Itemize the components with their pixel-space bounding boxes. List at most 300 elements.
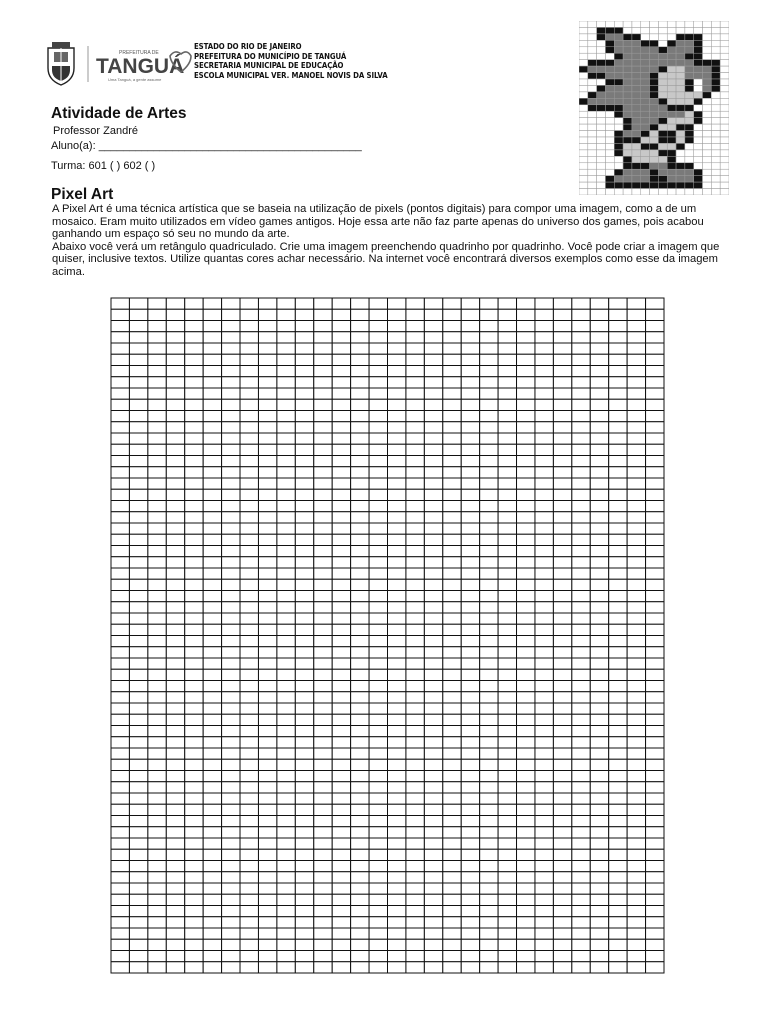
grid-cell[interactable] — [517, 658, 535, 669]
grid-cell[interactable] — [166, 523, 184, 534]
grid-cell[interactable] — [406, 658, 424, 669]
grid-cell[interactable] — [166, 298, 184, 309]
grid-cell[interactable] — [590, 512, 608, 523]
grid-cell[interactable] — [277, 433, 295, 444]
grid-cell[interactable] — [572, 748, 590, 759]
grid-cell[interactable] — [129, 433, 147, 444]
grid-cell[interactable] — [185, 872, 203, 883]
grid-cell[interactable] — [646, 613, 664, 624]
grid-cell[interactable] — [388, 534, 406, 545]
grid-cell[interactable] — [627, 343, 645, 354]
grid-cell[interactable] — [609, 928, 627, 939]
grid-cell[interactable] — [646, 658, 664, 669]
grid-cell[interactable] — [461, 681, 479, 692]
grid-cell[interactable] — [572, 377, 590, 388]
grid-cell[interactable] — [369, 827, 387, 838]
grid-cell[interactable] — [332, 771, 350, 782]
grid-cell[interactable] — [443, 748, 461, 759]
grid-cell[interactable] — [295, 658, 313, 669]
grid-cell[interactable] — [572, 962, 590, 973]
grid-cell[interactable] — [461, 489, 479, 500]
grid-cell[interactable] — [222, 343, 240, 354]
grid-cell[interactable] — [295, 759, 313, 770]
grid-cell[interactable] — [222, 759, 240, 770]
grid-cell[interactable] — [498, 388, 516, 399]
grid-cell[interactable] — [258, 613, 276, 624]
grid-cell[interactable] — [517, 321, 535, 332]
grid-cell[interactable] — [627, 928, 645, 939]
grid-cell[interactable] — [111, 321, 129, 332]
grid-cell[interactable] — [609, 433, 627, 444]
grid-cell[interactable] — [314, 321, 332, 332]
grid-cell[interactable] — [535, 467, 553, 478]
grid-cell[interactable] — [609, 703, 627, 714]
grid-cell[interactable] — [443, 669, 461, 680]
grid-cell[interactable] — [332, 478, 350, 489]
grid-cell[interactable] — [351, 332, 369, 343]
grid-cell[interactable] — [535, 861, 553, 872]
grid-cell[interactable] — [461, 951, 479, 962]
grid-cell[interactable] — [295, 624, 313, 635]
grid-cell[interactable] — [553, 962, 571, 973]
grid-cell[interactable] — [443, 782, 461, 793]
grid-cell[interactable] — [535, 951, 553, 962]
grid-cell[interactable] — [369, 512, 387, 523]
grid-cell[interactable] — [351, 298, 369, 309]
grid-cell[interactable] — [277, 489, 295, 500]
grid-cell[interactable] — [424, 962, 442, 973]
grid-cell[interactable] — [111, 827, 129, 838]
grid-cell[interactable] — [185, 523, 203, 534]
grid-cell[interactable] — [480, 782, 498, 793]
grid-cell[interactable] — [517, 388, 535, 399]
grid-cell[interactable] — [277, 827, 295, 838]
grid-cell[interactable] — [203, 703, 221, 714]
grid-cell[interactable] — [148, 298, 166, 309]
grid-cell[interactable] — [258, 692, 276, 703]
grid-cell[interactable] — [203, 782, 221, 793]
grid-cell[interactable] — [480, 456, 498, 467]
grid-cell[interactable] — [314, 456, 332, 467]
grid-cell[interactable] — [351, 726, 369, 737]
grid-cell[interactable] — [461, 849, 479, 860]
grid-cell[interactable] — [553, 366, 571, 377]
grid-cell[interactable] — [480, 444, 498, 455]
grid-cell[interactable] — [517, 636, 535, 647]
grid-cell[interactable] — [240, 624, 258, 635]
grid-cell[interactable] — [222, 726, 240, 737]
grid-cell[interactable] — [258, 489, 276, 500]
grid-cell[interactable] — [166, 782, 184, 793]
grid-cell[interactable] — [388, 658, 406, 669]
grid-cell[interactable] — [351, 692, 369, 703]
grid-cell[interactable] — [590, 737, 608, 748]
grid-cell[interactable] — [480, 332, 498, 343]
grid-cell[interactable] — [111, 883, 129, 894]
grid-cell[interactable] — [295, 703, 313, 714]
grid-cell[interactable] — [185, 557, 203, 568]
grid-cell[interactable] — [166, 658, 184, 669]
grid-cell[interactable] — [609, 906, 627, 917]
grid-cell[interactable] — [369, 321, 387, 332]
grid-cell[interactable] — [369, 309, 387, 320]
grid-cell[interactable] — [185, 579, 203, 590]
grid-cell[interactable] — [314, 501, 332, 512]
grid-cell[interactable] — [111, 726, 129, 737]
grid-cell[interactable] — [627, 579, 645, 590]
grid-cell[interactable] — [498, 501, 516, 512]
grid-cell[interactable] — [388, 321, 406, 332]
grid-cell[interactable] — [388, 669, 406, 680]
grid-cell[interactable] — [240, 861, 258, 872]
grid-cell[interactable] — [424, 624, 442, 635]
grid-cell[interactable] — [332, 849, 350, 860]
grid-cell[interactable] — [332, 489, 350, 500]
grid-cell[interactable] — [627, 816, 645, 827]
grid-cell[interactable] — [406, 849, 424, 860]
grid-cell[interactable] — [388, 354, 406, 365]
grid-cell[interactable] — [185, 467, 203, 478]
grid-cell[interactable] — [590, 849, 608, 860]
grid-cell[interactable] — [332, 782, 350, 793]
grid-cell[interactable] — [480, 613, 498, 624]
grid-cell[interactable] — [111, 928, 129, 939]
grid-cell[interactable] — [295, 861, 313, 872]
grid-cell[interactable] — [129, 714, 147, 725]
grid-cell[interactable] — [148, 647, 166, 658]
grid-cell[interactable] — [590, 546, 608, 557]
grid-cell[interactable] — [480, 906, 498, 917]
grid-cell[interactable] — [443, 759, 461, 770]
grid-cell[interactable] — [148, 872, 166, 883]
grid-cell[interactable] — [258, 546, 276, 557]
grid-cell[interactable] — [461, 793, 479, 804]
grid-cell[interactable] — [314, 894, 332, 905]
grid-cell[interactable] — [222, 388, 240, 399]
grid-cell[interactable] — [222, 692, 240, 703]
grid-cell[interactable] — [295, 343, 313, 354]
grid-cell[interactable] — [351, 804, 369, 815]
grid-cell[interactable] — [277, 298, 295, 309]
grid-cell[interactable] — [258, 838, 276, 849]
grid-cell[interactable] — [627, 377, 645, 388]
grid-cell[interactable] — [222, 782, 240, 793]
grid-cell[interactable] — [351, 658, 369, 669]
grid-cell[interactable] — [295, 523, 313, 534]
grid-cell[interactable] — [148, 726, 166, 737]
grid-cell[interactable] — [148, 827, 166, 838]
grid-cell[interactable] — [314, 388, 332, 399]
grid-cell[interactable] — [314, 872, 332, 883]
grid-cell[interactable] — [369, 669, 387, 680]
grid-cell[interactable] — [627, 433, 645, 444]
grid-cell[interactable] — [406, 714, 424, 725]
grid-cell[interactable] — [480, 737, 498, 748]
grid-cell[interactable] — [166, 512, 184, 523]
grid-cell[interactable] — [424, 849, 442, 860]
grid-cell[interactable] — [185, 591, 203, 602]
grid-cell[interactable] — [129, 388, 147, 399]
grid-cell[interactable] — [480, 377, 498, 388]
grid-cell[interactable] — [369, 298, 387, 309]
grid-cell[interactable] — [277, 951, 295, 962]
grid-cell[interactable] — [240, 872, 258, 883]
grid-cell[interactable] — [590, 883, 608, 894]
grid-cell[interactable] — [646, 366, 664, 377]
grid-cell[interactable] — [111, 917, 129, 928]
grid-cell[interactable] — [351, 681, 369, 692]
grid-cell[interactable] — [627, 861, 645, 872]
grid-cell[interactable] — [553, 399, 571, 410]
grid-cell[interactable] — [388, 647, 406, 658]
grid-cell[interactable] — [203, 332, 221, 343]
grid-cell[interactable] — [295, 489, 313, 500]
grid-cell[interactable] — [388, 467, 406, 478]
grid-cell[interactable] — [277, 838, 295, 849]
grid-cell[interactable] — [498, 838, 516, 849]
grid-cell[interactable] — [240, 692, 258, 703]
grid-cell[interactable] — [627, 422, 645, 433]
grid-cell[interactable] — [553, 489, 571, 500]
grid-cell[interactable] — [111, 737, 129, 748]
grid-cell[interactable] — [590, 534, 608, 545]
grid-cell[interactable] — [277, 782, 295, 793]
grid-cell[interactable] — [258, 782, 276, 793]
grid-cell[interactable] — [314, 613, 332, 624]
grid-cell[interactable] — [369, 456, 387, 467]
grid-cell[interactable] — [443, 377, 461, 388]
grid-cell[interactable] — [277, 568, 295, 579]
grid-cell[interactable] — [351, 782, 369, 793]
grid-cell[interactable] — [627, 951, 645, 962]
grid-cell[interactable] — [627, 501, 645, 512]
grid-cell[interactable] — [627, 883, 645, 894]
grid-cell[interactable] — [148, 624, 166, 635]
grid-cell[interactable] — [553, 523, 571, 534]
grid-cell[interactable] — [148, 433, 166, 444]
grid-cell[interactable] — [609, 883, 627, 894]
grid-cell[interactable] — [222, 951, 240, 962]
grid-cell[interactable] — [388, 951, 406, 962]
grid-cell[interactable] — [498, 939, 516, 950]
grid-cell[interactable] — [517, 568, 535, 579]
grid-cell[interactable] — [517, 883, 535, 894]
grid-cell[interactable] — [590, 647, 608, 658]
grid-cell[interactable] — [240, 849, 258, 860]
grid-cell[interactable] — [166, 332, 184, 343]
grid-cell[interactable] — [553, 939, 571, 950]
grid-cell[interactable] — [351, 613, 369, 624]
grid-cell[interactable] — [277, 534, 295, 545]
grid-cell[interactable] — [590, 579, 608, 590]
grid-cell[interactable] — [646, 478, 664, 489]
grid-cell[interactable] — [369, 737, 387, 748]
grid-cell[interactable] — [609, 771, 627, 782]
grid-cell[interactable] — [609, 422, 627, 433]
grid-cell[interactable] — [351, 714, 369, 725]
grid-cell[interactable] — [185, 534, 203, 545]
grid-cell[interactable] — [277, 388, 295, 399]
grid-cell[interactable] — [461, 602, 479, 613]
grid-cell[interactable] — [406, 692, 424, 703]
grid-cell[interactable] — [185, 692, 203, 703]
grid-cell[interactable] — [590, 636, 608, 647]
grid-cell[interactable] — [572, 669, 590, 680]
grid-cell[interactable] — [111, 636, 129, 647]
grid-cell[interactable] — [203, 804, 221, 815]
grid-cell[interactable] — [240, 512, 258, 523]
grid-cell[interactable] — [222, 636, 240, 647]
grid-cell[interactable] — [388, 928, 406, 939]
grid-cell[interactable] — [222, 568, 240, 579]
grid-cell[interactable] — [480, 354, 498, 365]
grid-cell[interactable] — [480, 849, 498, 860]
grid-cell[interactable] — [406, 951, 424, 962]
grid-cell[interactable] — [572, 557, 590, 568]
grid-cell[interactable] — [388, 557, 406, 568]
grid-cell[interactable] — [314, 444, 332, 455]
grid-cell[interactable] — [314, 703, 332, 714]
grid-cell[interactable] — [517, 444, 535, 455]
grid-cell[interactable] — [240, 906, 258, 917]
grid-cell[interactable] — [277, 602, 295, 613]
grid-cell[interactable] — [590, 827, 608, 838]
grid-cell[interactable] — [609, 354, 627, 365]
grid-cell[interactable] — [222, 591, 240, 602]
grid-cell[interactable] — [590, 939, 608, 950]
grid-cell[interactable] — [461, 726, 479, 737]
grid-cell[interactable] — [406, 523, 424, 534]
grid-cell[interactable] — [129, 512, 147, 523]
grid-cell[interactable] — [461, 748, 479, 759]
grid-cell[interactable] — [129, 321, 147, 332]
grid-cell[interactable] — [517, 399, 535, 410]
grid-cell[interactable] — [590, 523, 608, 534]
grid-cell[interactable] — [443, 928, 461, 939]
grid-cell[interactable] — [222, 557, 240, 568]
grid-cell[interactable] — [129, 838, 147, 849]
grid-cell[interactable] — [388, 399, 406, 410]
grid-cell[interactable] — [166, 726, 184, 737]
grid-cell[interactable] — [295, 669, 313, 680]
grid-cell[interactable] — [185, 861, 203, 872]
grid-cell[interactable] — [240, 793, 258, 804]
grid-cell[interactable] — [185, 332, 203, 343]
grid-cell[interactable] — [553, 467, 571, 478]
grid-cell[interactable] — [295, 939, 313, 950]
grid-cell[interactable] — [295, 827, 313, 838]
grid-cell[interactable] — [627, 669, 645, 680]
grid-cell[interactable] — [240, 928, 258, 939]
grid-cell[interactable] — [258, 748, 276, 759]
grid-cell[interactable] — [406, 591, 424, 602]
grid-cell[interactable] — [406, 298, 424, 309]
grid-cell[interactable] — [185, 624, 203, 635]
grid-cell[interactable] — [443, 343, 461, 354]
grid-cell[interactable] — [277, 309, 295, 320]
grid-cell[interactable] — [222, 579, 240, 590]
grid-cell[interactable] — [129, 726, 147, 737]
grid-cell[interactable] — [627, 838, 645, 849]
grid-cell[interactable] — [609, 579, 627, 590]
grid-cell[interactable] — [111, 568, 129, 579]
grid-cell[interactable] — [609, 478, 627, 489]
grid-cell[interactable] — [388, 827, 406, 838]
grid-cell[interactable] — [517, 523, 535, 534]
grid-cell[interactable] — [203, 512, 221, 523]
grid-cell[interactable] — [277, 579, 295, 590]
grid-cell[interactable] — [572, 714, 590, 725]
grid-cell[interactable] — [148, 759, 166, 770]
grid-cell[interactable] — [443, 309, 461, 320]
grid-cell[interactable] — [203, 343, 221, 354]
grid-cell[interactable] — [369, 726, 387, 737]
grid-cell[interactable] — [277, 658, 295, 669]
grid-cell[interactable] — [129, 804, 147, 815]
grid-cell[interactable] — [535, 399, 553, 410]
grid-cell[interactable] — [406, 804, 424, 815]
grid-cell[interactable] — [572, 332, 590, 343]
grid-cell[interactable] — [406, 557, 424, 568]
grid-cell[interactable] — [369, 647, 387, 658]
grid-cell[interactable] — [572, 512, 590, 523]
grid-cell[interactable] — [203, 298, 221, 309]
grid-cell[interactable] — [332, 816, 350, 827]
grid-cell[interactable] — [185, 894, 203, 905]
grid-cell[interactable] — [553, 512, 571, 523]
grid-cell[interactable] — [572, 906, 590, 917]
grid-cell[interactable] — [166, 771, 184, 782]
grid-cell[interactable] — [553, 816, 571, 827]
grid-cell[interactable] — [185, 771, 203, 782]
grid-cell[interactable] — [148, 883, 166, 894]
grid-cell[interactable] — [535, 793, 553, 804]
grid-cell[interactable] — [258, 658, 276, 669]
grid-cell[interactable] — [517, 579, 535, 590]
grid-cell[interactable] — [148, 456, 166, 467]
grid-cell[interactable] — [129, 793, 147, 804]
grid-cell[interactable] — [314, 816, 332, 827]
grid-cell[interactable] — [369, 388, 387, 399]
grid-cell[interactable] — [572, 939, 590, 950]
grid-cell[interactable] — [498, 422, 516, 433]
grid-cell[interactable] — [646, 681, 664, 692]
grid-cell[interactable] — [332, 309, 350, 320]
grid-cell[interactable] — [314, 883, 332, 894]
grid-cell[interactable] — [406, 703, 424, 714]
grid-cell[interactable] — [148, 658, 166, 669]
grid-cell[interactable] — [609, 939, 627, 950]
grid-cell[interactable] — [388, 501, 406, 512]
grid-cell[interactable] — [185, 658, 203, 669]
grid-cell[interactable] — [498, 523, 516, 534]
grid-cell[interactable] — [443, 422, 461, 433]
grid-cell[interactable] — [222, 467, 240, 478]
grid-cell[interactable] — [129, 894, 147, 905]
grid-cell[interactable] — [517, 917, 535, 928]
grid-cell[interactable] — [166, 692, 184, 703]
grid-cell[interactable] — [129, 939, 147, 950]
grid-cell[interactable] — [590, 894, 608, 905]
grid-cell[interactable] — [443, 534, 461, 545]
grid-cell[interactable] — [388, 523, 406, 534]
grid-cell[interactable] — [332, 501, 350, 512]
grid-cell[interactable] — [609, 332, 627, 343]
grid-cell[interactable] — [646, 951, 664, 962]
grid-cell[interactable] — [185, 714, 203, 725]
grid-cell[interactable] — [332, 838, 350, 849]
grid-cell[interactable] — [240, 613, 258, 624]
